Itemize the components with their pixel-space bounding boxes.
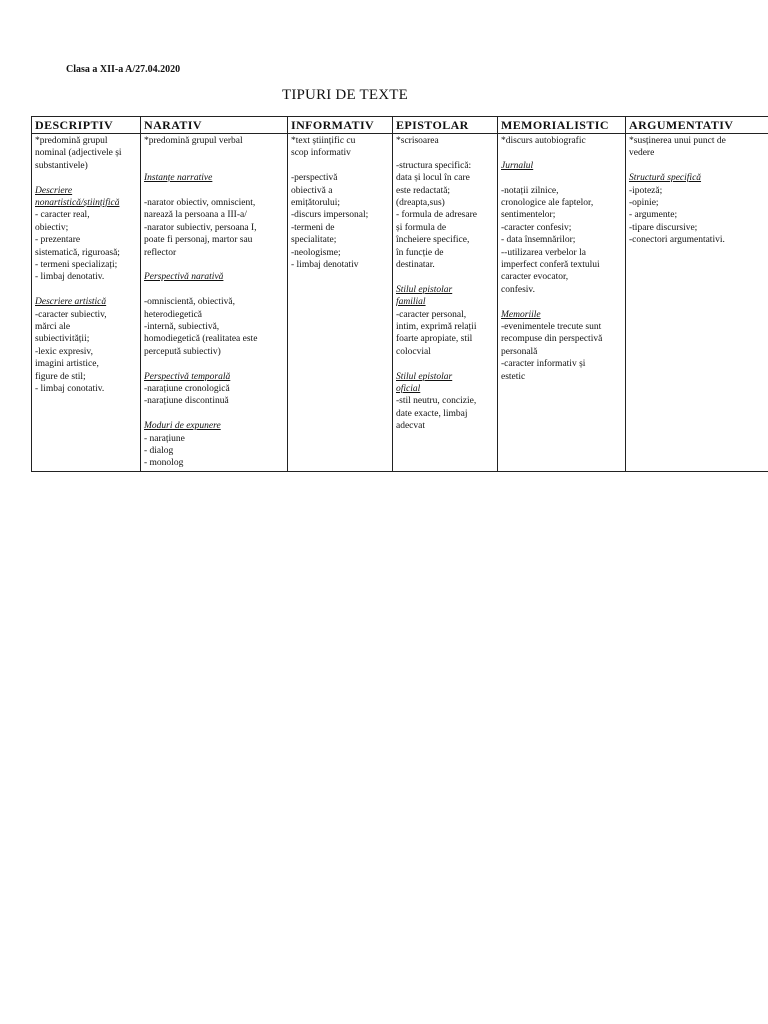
cell-line: reflector [144, 247, 177, 258]
cell-line: *predomină grupul [35, 136, 108, 146]
line-spacer [396, 358, 494, 370]
document-title: TIPURI DE TEXTE [281, 87, 408, 103]
table-header-row [32, 117, 768, 134]
cell-line: *text științific cu [291, 136, 356, 146]
column-heading-memorialistic: MEMORIALISTIC [498, 117, 626, 134]
cell-line: - data însemnărilor; [501, 235, 576, 246]
cell-line: - dialog [144, 446, 174, 457]
cell-line: narează la persoana a III-a/ [144, 210, 247, 221]
line-spacer [501, 147, 622, 159]
cell-line: *predomină grupul verbal [144, 136, 243, 146]
line-spacer [501, 296, 622, 308]
cell-line: imagini artistice, [35, 359, 99, 370]
cell-line: -conectori argumentativi. [629, 235, 725, 246]
cell-line: recompuse din perspectivă [501, 334, 603, 345]
cell-line: personală [501, 346, 538, 357]
section-heading: Structură specifică [629, 173, 702, 184]
cell-line: obiectiv; [35, 222, 69, 233]
cell-line: figure de stil; [35, 371, 86, 382]
cell-line: în funcție de [396, 247, 444, 258]
cell-line: colocvial [396, 346, 431, 357]
cell-line: -stil neutru, concizie, [396, 396, 477, 407]
cell-line: - argumente; [629, 210, 678, 221]
line-spacer [144, 358, 284, 370]
cell-descriptiv [32, 134, 141, 472]
cell-line: cronologice ale faptelor, [501, 198, 594, 208]
cell-line: -narator obiectiv, omniscient, [144, 197, 256, 208]
cell-line: -caracter confesiv; [501, 222, 572, 233]
section-heading: oficial [396, 384, 421, 395]
cell-line: homodiegetică (realitatea este [144, 334, 258, 345]
cell-epistolar [393, 134, 498, 472]
line-spacer [35, 284, 137, 296]
column-heading-argumentativ: ARGUMENTATIV [626, 117, 768, 134]
cell-line: -omniscientă, obiectivă, [144, 297, 236, 308]
cell-narativ [141, 134, 288, 472]
cell-line: - formula de adresare [396, 210, 477, 221]
cell-line: -opinie; [629, 198, 659, 209]
section-heading: Memoriile [501, 309, 541, 320]
cell-line: intim, exprimă relații [396, 322, 477, 333]
cell-line: percepută subiectiv) [144, 346, 221, 357]
section-heading: Perspectivă temporală [144, 371, 231, 382]
cell-line: -narator subiectiv, persoana I, [144, 222, 257, 233]
cell-line: data și locul în care [396, 173, 470, 184]
cell-line: -notații zilnice, [501, 185, 559, 196]
line-spacer [144, 185, 284, 197]
cell-line: - limbaj denotativ. [35, 272, 105, 283]
line-spacer [396, 147, 494, 159]
section-heading: Instanțe narrative [144, 173, 213, 184]
cell-line: și formula de [396, 222, 447, 233]
cell-line: poate fi personaj, martor sau [144, 235, 253, 246]
cell-line: heterodiegetică [144, 309, 203, 320]
cell-line: încheiere specifice, [396, 235, 470, 246]
cell-line: este redactată; [396, 185, 451, 196]
cell-line: mărci ale [35, 322, 71, 333]
column-heading-descriptiv: DESCRIPTIV [32, 117, 141, 134]
section-heading: Perspectivă narativă [144, 272, 224, 283]
cell-line: -perspectivă [291, 173, 338, 184]
line-spacer [144, 259, 284, 271]
cell-line: -termeni de [291, 222, 335, 233]
cell-line: vedere [629, 148, 655, 159]
cell-line: - narațiune [144, 433, 185, 444]
cell-line: obiectivă a [291, 185, 333, 196]
cell-line: emițătorului; [291, 198, 341, 209]
cell-line: *scrisoarea [396, 136, 439, 146]
cell-line: -evenimentele trecute sunt [501, 322, 602, 333]
section-heading: Descriere [35, 185, 73, 196]
text-types-table [31, 116, 768, 472]
cell-line: sistematică, riguroasă; [35, 247, 120, 258]
cell-memorialistic [498, 134, 626, 472]
cell-line: substantivele) [35, 160, 88, 171]
cell-line: -caracter personal, [396, 309, 467, 320]
line-spacer [35, 172, 137, 184]
table-body-row [32, 134, 768, 472]
cell-line: specialitate; [291, 235, 337, 246]
line-spacer [144, 408, 284, 420]
cell-line: date exacte, limbaj [396, 408, 468, 419]
line-spacer [144, 160, 284, 172]
cell-line: nominal (adjectivele și [35, 148, 122, 159]
section-heading: Stilul epistolar [396, 371, 453, 382]
cell-line: -narațiune cronologică [144, 384, 230, 395]
cell-line: -internă, subiectivă, [144, 322, 220, 333]
cell-line: -neologisme; [291, 247, 341, 258]
cell-line: subiectivității; [35, 334, 90, 345]
class-date-line: Clasa a XII-a A/27.04.2020 [66, 64, 181, 75]
cell-argumentativ [626, 134, 768, 472]
line-spacer [291, 160, 389, 172]
cell-line: - limbaj denotativ [291, 260, 359, 271]
cell-line: -lexic expresiv, [35, 346, 93, 357]
cell-line: -ipoteză; [629, 185, 663, 196]
cell-line: -caracter subiectiv, [35, 309, 107, 320]
section-heading: Moduri de expunere [144, 421, 221, 432]
section-heading: Descriere artistică [35, 297, 107, 308]
cell-line: - limbaj conotativ. [35, 384, 105, 395]
cell-line: - monolog [144, 458, 184, 469]
cell-line: *discurs autobiografic [501, 136, 586, 146]
cell-line: -caracter informativ și [501, 359, 586, 370]
line-spacer [396, 271, 494, 283]
cell-line: adecvat [396, 421, 426, 432]
cell-line: -discurs impersonal; [291, 210, 369, 221]
line-spacer [501, 172, 622, 184]
cell-informativ [288, 134, 393, 472]
cell-line: -structura specifică: [396, 160, 472, 171]
cell-line: foarte apropiate, stil [396, 334, 473, 345]
cell-line: - caracter real, [35, 210, 90, 221]
cell-line: --utilizarea verbelor la [501, 247, 586, 258]
column-heading-informativ: INFORMATIV [288, 117, 393, 134]
cell-line: - termeni specializați; [35, 260, 118, 271]
line-spacer [144, 147, 284, 159]
section-heading: familial [396, 297, 426, 308]
section-heading: nonartistică/științifică [35, 198, 120, 209]
cell-line: imperfect conferă textului [501, 260, 600, 271]
line-spacer [629, 160, 768, 172]
cell-line: - prezentare [35, 235, 81, 246]
column-heading-epistolar: EPISTOLAR [393, 117, 498, 134]
cell-line: *susținerea unui punct de [629, 136, 726, 146]
cell-line: -narațiune discontinuă [144, 396, 229, 407]
column-heading-narativ: NARATIV [141, 117, 288, 134]
cell-line: caracter evocator, [501, 272, 569, 283]
section-heading: Jurnalul [501, 160, 534, 171]
cell-line: scop informativ [291, 148, 351, 159]
cell-line: -tipare discursive; [629, 222, 698, 233]
section-heading: Stilul epistolar [396, 284, 453, 295]
cell-line: (dreapta,sus) [396, 198, 445, 209]
cell-line: sentimentelor; [501, 210, 556, 221]
cell-line: destinatar. [396, 260, 435, 271]
cell-line: estetic [501, 371, 526, 382]
line-spacer [144, 284, 284, 296]
cell-line: confesiv. [501, 284, 535, 295]
